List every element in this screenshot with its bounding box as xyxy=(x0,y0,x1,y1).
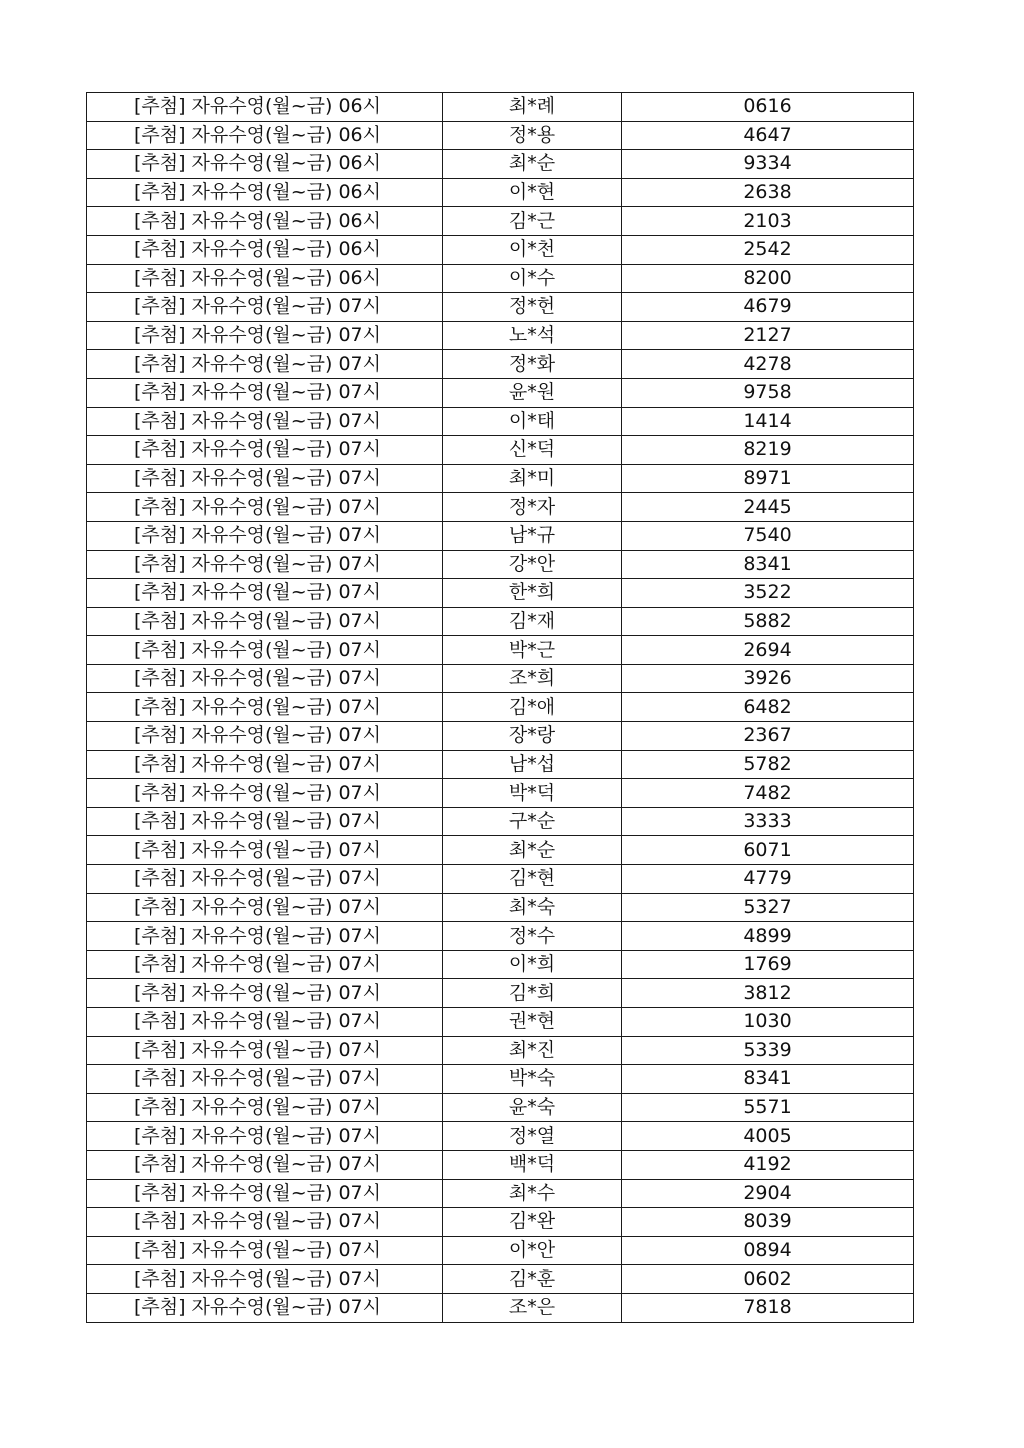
name-cell: 남*규 xyxy=(443,521,622,550)
table-row xyxy=(87,865,914,894)
program-cell: [추첨] 자유수영(월~금) 06시 xyxy=(87,235,443,264)
code-cell: 5339 xyxy=(622,1036,914,1065)
name-cell: 조*은 xyxy=(443,1293,622,1322)
program-cell: [추첨] 자유수영(월~금) 07시 xyxy=(87,979,443,1008)
table-row xyxy=(87,207,914,236)
program-cell: [추첨] 자유수영(월~금) 07시 xyxy=(87,1208,443,1237)
table-row xyxy=(87,350,914,379)
code-cell: 4647 xyxy=(622,121,914,150)
program-cell: [추첨] 자유수영(월~금) 07시 xyxy=(87,1065,443,1094)
program-cell: [추첨] 자유수영(월~금) 07시 xyxy=(87,1036,443,1065)
table-row xyxy=(87,178,914,207)
code-cell: 2367 xyxy=(622,722,914,751)
program-cell: [추첨] 자유수영(월~금) 07시 xyxy=(87,1093,443,1122)
table-row xyxy=(87,1265,914,1294)
table-row xyxy=(87,464,914,493)
table-row xyxy=(87,1065,914,1094)
table-row xyxy=(87,550,914,579)
table-row xyxy=(87,150,914,179)
name-cell: 윤*숙 xyxy=(443,1093,622,1122)
name-cell: 조*희 xyxy=(443,664,622,693)
table-row xyxy=(87,722,914,751)
program-cell: [추첨] 자유수영(월~금) 07시 xyxy=(87,779,443,808)
code-cell: 0602 xyxy=(622,1265,914,1294)
code-cell: 4679 xyxy=(622,293,914,322)
table-row xyxy=(87,235,914,264)
code-cell: 0616 xyxy=(622,93,914,122)
table-row xyxy=(87,893,914,922)
table-row xyxy=(87,1093,914,1122)
code-cell: 1414 xyxy=(622,407,914,436)
name-cell: 김*재 xyxy=(443,607,622,636)
table-row xyxy=(87,607,914,636)
program-cell: [추첨] 자유수영(월~금) 07시 xyxy=(87,1008,443,1037)
code-cell: 3812 xyxy=(622,979,914,1008)
name-cell: 이*안 xyxy=(443,1236,622,1265)
name-cell: 박*근 xyxy=(443,636,622,665)
table-row xyxy=(87,779,914,808)
name-cell: 신*덕 xyxy=(443,436,622,465)
name-cell: 구*순 xyxy=(443,807,622,836)
program-cell: [추첨] 자유수영(월~금) 06시 xyxy=(87,207,443,236)
table-row xyxy=(87,1236,914,1265)
program-cell: [추첨] 자유수영(월~금) 07시 xyxy=(87,321,443,350)
table-row xyxy=(87,1008,914,1037)
code-cell: 3522 xyxy=(622,579,914,608)
name-cell: 김*애 xyxy=(443,693,622,722)
table-row xyxy=(87,750,914,779)
program-cell: [추첨] 자유수영(월~금) 07시 xyxy=(87,836,443,865)
table-row xyxy=(87,264,914,293)
name-cell: 이*천 xyxy=(443,235,622,264)
code-cell: 7818 xyxy=(622,1293,914,1322)
name-cell: 장*랑 xyxy=(443,722,622,751)
code-cell: 2904 xyxy=(622,1179,914,1208)
program-cell: [추첨] 자유수영(월~금) 07시 xyxy=(87,750,443,779)
name-cell: 권*현 xyxy=(443,1008,622,1037)
program-cell: [추첨] 자유수영(월~금) 06시 xyxy=(87,178,443,207)
program-cell: [추첨] 자유수영(월~금) 06시 xyxy=(87,121,443,150)
winners-table-body xyxy=(87,93,914,1323)
code-cell: 4278 xyxy=(622,350,914,379)
name-cell: 박*숙 xyxy=(443,1065,622,1094)
code-cell: 2103 xyxy=(622,207,914,236)
name-cell: 김*근 xyxy=(443,207,622,236)
name-cell: 최*순 xyxy=(443,150,622,179)
code-cell: 4192 xyxy=(622,1150,914,1179)
code-cell: 5782 xyxy=(622,750,914,779)
table-row xyxy=(87,664,914,693)
winners-table xyxy=(86,92,914,1323)
code-cell: 2638 xyxy=(622,178,914,207)
table-row xyxy=(87,407,914,436)
name-cell: 최*진 xyxy=(443,1036,622,1065)
program-cell: [추첨] 자유수영(월~금) 07시 xyxy=(87,293,443,322)
program-cell: [추첨] 자유수영(월~금) 07시 xyxy=(87,493,443,522)
code-cell: 9758 xyxy=(622,378,914,407)
table-row xyxy=(87,321,914,350)
name-cell: 최*순 xyxy=(443,836,622,865)
code-cell: 7482 xyxy=(622,779,914,808)
program-cell: [추첨] 자유수영(월~금) 07시 xyxy=(87,807,443,836)
code-cell: 5882 xyxy=(622,607,914,636)
code-cell: 6071 xyxy=(622,836,914,865)
code-cell: 1769 xyxy=(622,950,914,979)
code-cell: 3926 xyxy=(622,664,914,693)
name-cell: 정*용 xyxy=(443,121,622,150)
name-cell: 한*희 xyxy=(443,579,622,608)
name-cell: 남*섭 xyxy=(443,750,622,779)
program-cell: [추첨] 자유수영(월~금) 07시 xyxy=(87,664,443,693)
table-row xyxy=(87,1208,914,1237)
name-cell: 강*안 xyxy=(443,550,622,579)
program-cell: [추첨] 자유수영(월~금) 07시 xyxy=(87,893,443,922)
name-cell: 이*희 xyxy=(443,950,622,979)
table-row xyxy=(87,493,914,522)
program-cell: [추첨] 자유수영(월~금) 07시 xyxy=(87,636,443,665)
code-cell: 4005 xyxy=(622,1122,914,1151)
program-cell: [추첨] 자유수영(월~금) 07시 xyxy=(87,521,443,550)
program-cell: [추첨] 자유수영(월~금) 07시 xyxy=(87,722,443,751)
name-cell: 김*희 xyxy=(443,979,622,1008)
name-cell: 이*현 xyxy=(443,178,622,207)
table-row xyxy=(87,121,914,150)
code-cell: 5571 xyxy=(622,1093,914,1122)
name-cell: 최*수 xyxy=(443,1179,622,1208)
code-cell: 8341 xyxy=(622,1065,914,1094)
code-cell: 3333 xyxy=(622,807,914,836)
program-cell: [추첨] 자유수영(월~금) 07시 xyxy=(87,350,443,379)
table-row xyxy=(87,1122,914,1151)
name-cell: 백*덕 xyxy=(443,1150,622,1179)
name-cell: 최*례 xyxy=(443,93,622,122)
name-cell: 정*자 xyxy=(443,493,622,522)
table-row xyxy=(87,1179,914,1208)
program-cell: [추첨] 자유수영(월~금) 07시 xyxy=(87,607,443,636)
program-cell: [추첨] 자유수영(월~금) 07시 xyxy=(87,579,443,608)
program-cell: [추첨] 자유수영(월~금) 06시 xyxy=(87,93,443,122)
table-row xyxy=(87,436,914,465)
table-row xyxy=(87,579,914,608)
name-cell: 정*헌 xyxy=(443,293,622,322)
name-cell: 이*태 xyxy=(443,407,622,436)
table-row xyxy=(87,922,914,951)
program-cell: [추첨] 자유수영(월~금) 07시 xyxy=(87,407,443,436)
program-cell: [추첨] 자유수영(월~금) 07시 xyxy=(87,1122,443,1151)
name-cell: 윤*원 xyxy=(443,378,622,407)
program-cell: [추첨] 자유수영(월~금) 07시 xyxy=(87,464,443,493)
code-cell: 5327 xyxy=(622,893,914,922)
table-row xyxy=(87,693,914,722)
code-cell: 8219 xyxy=(622,436,914,465)
table-row xyxy=(87,378,914,407)
name-cell: 김*현 xyxy=(443,865,622,894)
code-cell: 8200 xyxy=(622,264,914,293)
code-cell: 2445 xyxy=(622,493,914,522)
code-cell: 4779 xyxy=(622,865,914,894)
table-row xyxy=(87,1150,914,1179)
code-cell: 2127 xyxy=(622,321,914,350)
program-cell: [추첨] 자유수영(월~금) 06시 xyxy=(87,264,443,293)
code-cell: 9334 xyxy=(622,150,914,179)
program-cell: [추첨] 자유수영(월~금) 07시 xyxy=(87,693,443,722)
name-cell: 노*석 xyxy=(443,321,622,350)
code-cell: 2542 xyxy=(622,235,914,264)
name-cell: 정*열 xyxy=(443,1122,622,1151)
table-row xyxy=(87,636,914,665)
code-cell: 4899 xyxy=(622,922,914,951)
name-cell: 김*훈 xyxy=(443,1265,622,1294)
program-cell: [추첨] 자유수영(월~금) 07시 xyxy=(87,922,443,951)
table-row xyxy=(87,93,914,122)
program-cell: [추첨] 자유수영(월~금) 07시 xyxy=(87,436,443,465)
program-cell: [추첨] 자유수영(월~금) 06시 xyxy=(87,150,443,179)
table-row xyxy=(87,521,914,550)
program-cell: [추첨] 자유수영(월~금) 07시 xyxy=(87,950,443,979)
table-row xyxy=(87,836,914,865)
program-cell: [추첨] 자유수영(월~금) 07시 xyxy=(87,550,443,579)
program-cell: [추첨] 자유수영(월~금) 07시 xyxy=(87,1150,443,1179)
code-cell: 7540 xyxy=(622,521,914,550)
code-cell: 8971 xyxy=(622,464,914,493)
name-cell: 정*화 xyxy=(443,350,622,379)
code-cell: 8341 xyxy=(622,550,914,579)
table-row xyxy=(87,807,914,836)
table-row xyxy=(87,1293,914,1322)
program-cell: [추첨] 자유수영(월~금) 07시 xyxy=(87,1236,443,1265)
name-cell: 이*수 xyxy=(443,264,622,293)
table-row xyxy=(87,950,914,979)
table-row xyxy=(87,1036,914,1065)
code-cell: 1030 xyxy=(622,1008,914,1037)
code-cell: 8039 xyxy=(622,1208,914,1237)
code-cell: 6482 xyxy=(622,693,914,722)
table-row xyxy=(87,979,914,1008)
name-cell: 김*완 xyxy=(443,1208,622,1237)
program-cell: [추첨] 자유수영(월~금) 07시 xyxy=(87,865,443,894)
name-cell: 최*숙 xyxy=(443,893,622,922)
name-cell: 박*덕 xyxy=(443,779,622,808)
code-cell: 2694 xyxy=(622,636,914,665)
name-cell: 최*미 xyxy=(443,464,622,493)
code-cell: 0894 xyxy=(622,1236,914,1265)
name-cell: 정*수 xyxy=(443,922,622,951)
table-row xyxy=(87,293,914,322)
program-cell: [추첨] 자유수영(월~금) 07시 xyxy=(87,378,443,407)
program-cell: [추첨] 자유수영(월~금) 07시 xyxy=(87,1265,443,1294)
program-cell: [추첨] 자유수영(월~금) 07시 xyxy=(87,1179,443,1208)
program-cell: [추첨] 자유수영(월~금) 07시 xyxy=(87,1293,443,1322)
